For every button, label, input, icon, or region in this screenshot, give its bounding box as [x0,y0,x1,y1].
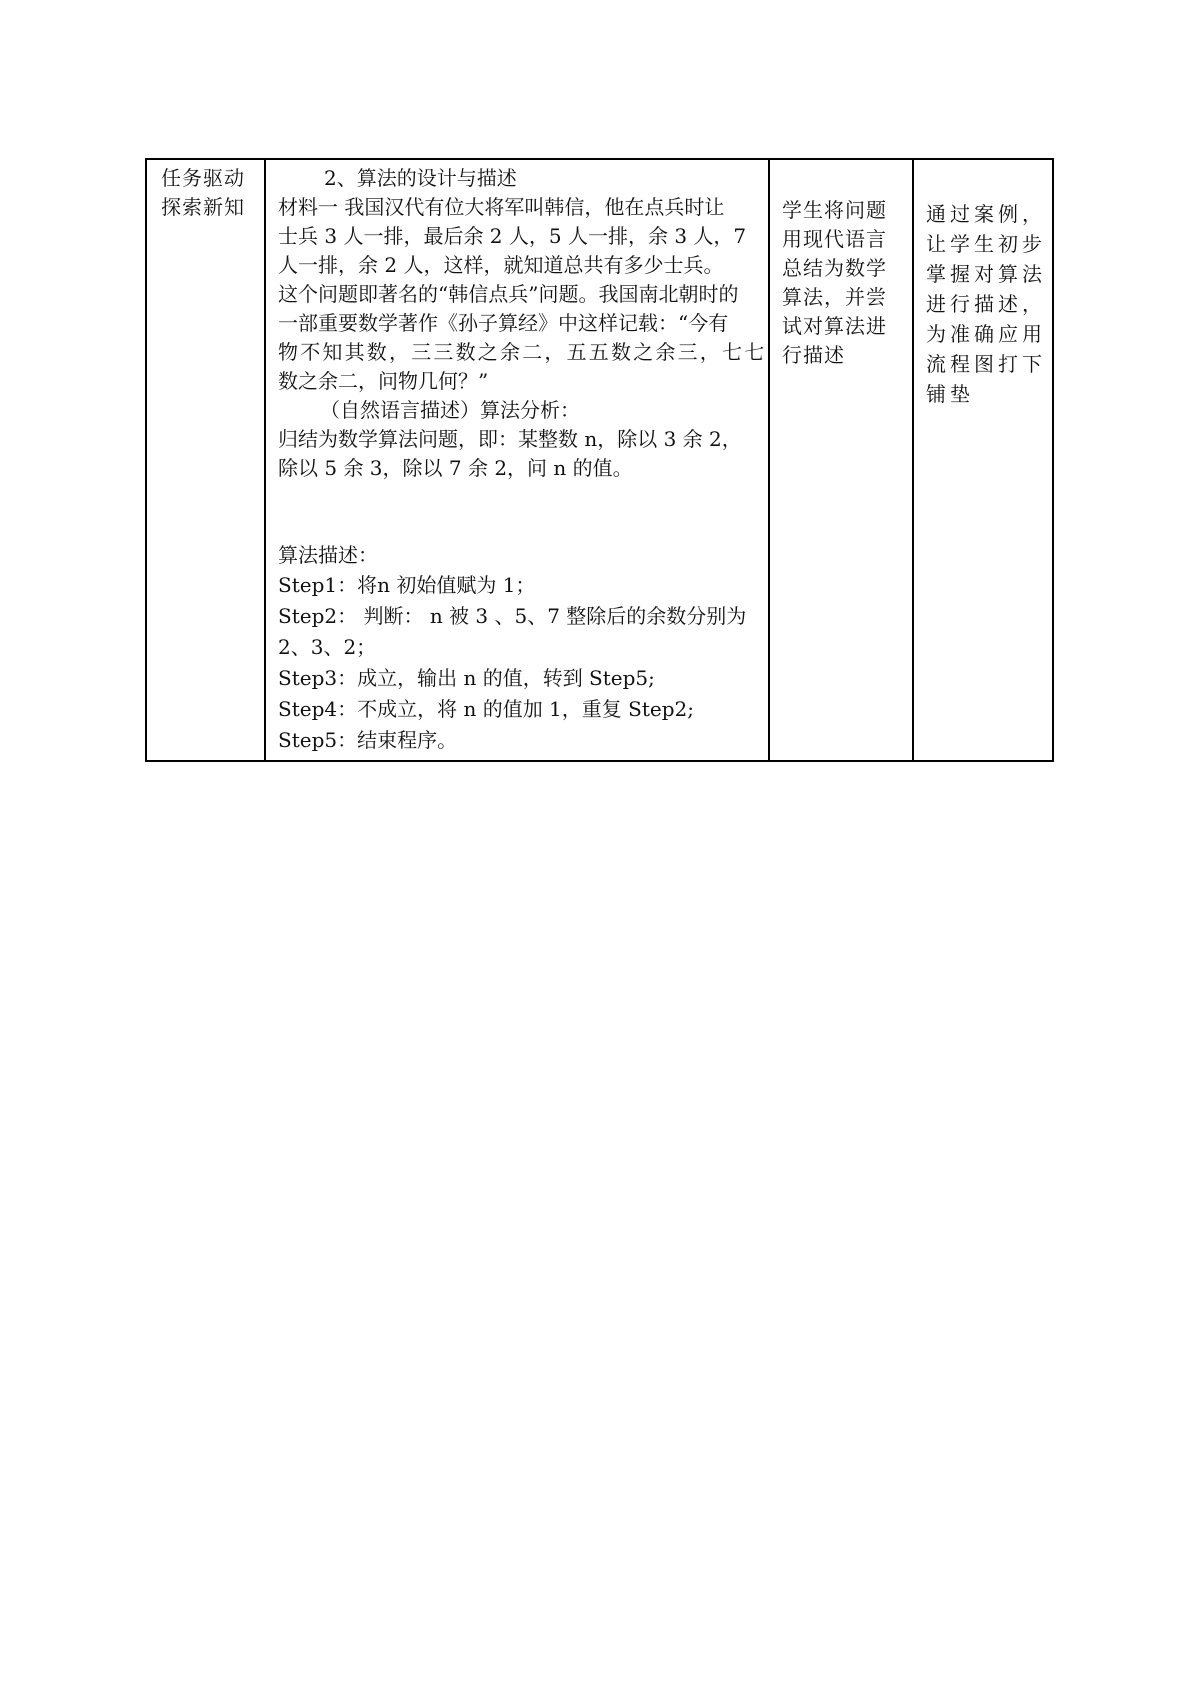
design-intent-line: 通过案例， [926,202,1046,226]
algorithm-step: Step2： 判断： n 被 3 、5、7 整除后的余数分别为 [278,604,747,628]
algorithm-step: Step1：将n 初始值赋为 1； [278,573,536,597]
material-line: 物不知其数，三三数之余二，五五数之余三，七七 [278,340,767,364]
material-line: 士兵 3 人一排，最后余 2 人，5 人一排，余 3 人，7 [278,224,747,248]
design-intent-line: 流程图打下 [926,352,1046,376]
material-line: 人一排，余 2 人，这样，就知道总共有多少士兵。 [278,253,724,277]
student-activity-cell [769,159,913,761]
algorithm-step: Step5：结束程序。 [278,728,458,752]
student-activity-line: 行描述 [782,343,845,367]
design-intent-line: 铺垫 [926,382,974,406]
algorithm-step: 2、3、2； [278,635,377,659]
material-line: 数之余二，问物几何？” [278,369,489,393]
design-intent-line: 让学生初步 [926,232,1046,256]
analysis-line: 归结为数学算法问题，即：某整数 n，除以 3 余 2， [278,427,742,451]
section-heading: 2、算法的设计与描述 [324,166,517,190]
spacer [278,483,762,541]
student-activity-line: 算法，并尝 [782,285,887,309]
material-line: 一部重要数学著作《孙子算经》中这样记载：“今有 [278,311,729,335]
student-activity-line: 用现代语言 [782,227,887,251]
stage-line: 探索新知 [161,195,245,219]
stage-line: 任务驱动 [161,166,245,190]
design-intent-line: 为准确应用 [926,322,1046,346]
student-activity-line: 学生将问题 [782,198,887,222]
design-intent-cell [913,159,1053,761]
material-line: 材料一 我国汉代有位大将军叫韩信，他在点兵时让 [278,195,725,219]
algorithm-step: Step4：不成立，将 n 的值加 1，重复 Step2; [278,697,694,721]
analysis-line: 除以 5 余 3，除以 7 余 2，问 n 的值。 [278,456,633,480]
lesson-plan-table [145,158,1054,762]
content-cell [265,159,769,761]
algorithm-heading: 算法描述： [278,543,378,567]
student-activity-line: 试对算法进 [782,314,887,338]
student-activity-line: 总结为数学 [782,256,887,280]
analysis-heading: （自然语言描述）算法分析： [320,398,580,422]
material-line: 这个问题即著名的“韩信点兵”问题。我国南北朝时的 [278,282,739,306]
algorithm-step: Step3：成立，输出 n 的值，转到 Step5; [278,666,655,690]
stage-cell [146,159,265,761]
design-intent-line: 掌握对算法 [926,262,1046,286]
table-row [146,159,1053,761]
design-intent-line: 进行描述， [926,292,1046,316]
